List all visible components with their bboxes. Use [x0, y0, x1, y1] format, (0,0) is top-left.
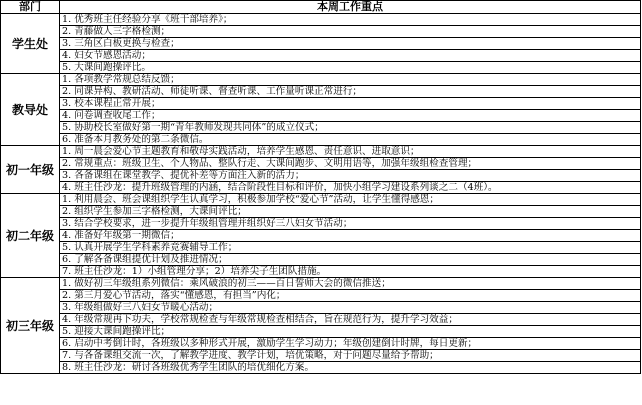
table-row	[1, 98, 641, 110]
table-row	[1, 194, 641, 206]
table-row	[1, 230, 641, 242]
table-row	[1, 74, 641, 86]
focus-item: 3. 三角区白板更换与检查；	[60, 38, 641, 50]
table-row	[1, 218, 641, 230]
table-row	[1, 122, 641, 134]
table-row	[1, 326, 641, 338]
focus-item: 1. 做好初三年级组系列微信：乘风破浪的初三——百日誓师大会的微信推送；	[60, 278, 641, 290]
table-row	[1, 26, 641, 38]
table-row	[1, 158, 641, 170]
focus-item: 4. 问卷调查收尾工作；	[60, 110, 641, 122]
table-row	[1, 170, 641, 182]
header-focus: 本周工作重点	[60, 1, 641, 14]
table-row	[1, 254, 641, 266]
table-row	[1, 86, 641, 98]
focus-item: 3. 年级组做好三八妇女节暖心活动；	[60, 302, 641, 314]
table-row	[1, 62, 641, 74]
table-row	[1, 290, 641, 302]
focus-item: 3. 各备课组在课堂教学、提优补差等方面注入新的活力；	[60, 170, 641, 182]
department-name: 学生处	[1, 14, 60, 74]
department-name: 教导处	[1, 74, 60, 146]
table-row	[1, 110, 641, 122]
focus-item: 5. 迎接大课间跑操评比；	[60, 326, 641, 338]
focus-item: 2. 同课异构、教研活动、师徒听课、督查听课、工作量听课正常进行；	[60, 86, 641, 98]
focus-item: 5. 协助校长室做好第一期“青年教师发现共同体”的成立仪式；	[60, 122, 641, 134]
table-row	[1, 302, 641, 314]
focus-item: 4. 班主任沙龙：提升班级管理的内涵，结合阶段性目标和评价，加快小组学习建设系列谈之二（4班）。	[60, 182, 641, 194]
focus-item: 5. 大课间跑操评比。	[60, 62, 641, 74]
focus-item: 7. 与各备课组交流一次，了解教学进度、教学计划，培优策略，对于问题尽量给予帮助；	[60, 350, 641, 362]
table-row	[1, 242, 641, 254]
header-row	[1, 1, 641, 14]
focus-item: 8. 班主任沙龙：研讨各班级优秀学生团队的培优细化方案。	[60, 362, 641, 374]
focus-item: 4. 妇女节感恩活动；	[60, 50, 641, 62]
table-row	[1, 362, 641, 374]
focus-item: 2. 第三月爱心节活动，落实“懂感恩，有担当”内化；	[60, 290, 641, 302]
focus-item: 3. 结合学校要求，进一步提升年级组管理并组织好三八妇女节活动；	[60, 218, 641, 230]
table-row	[1, 134, 641, 146]
focus-item: 2. 组织学生参加三字格检测，大课间评比；	[60, 206, 641, 218]
focus-item: 4. 年级常规再下功夫，学校常规检查与年级常规检查相结合，旨在规范行为，提升学习效益；	[60, 314, 641, 326]
table-row	[1, 266, 641, 278]
table-row	[1, 338, 641, 350]
focus-item: 1. 各项教学常规总结反馈；	[60, 74, 641, 86]
focus-item: 6. 启动中考倒计时，各班级以多种形式开展，激励学生学习动力；年级创建倒计时牌，每日更新；	[60, 338, 641, 350]
header-dept: 部门	[1, 1, 60, 14]
focus-item: 1. 利用晨会、班会课组织学生认真学习，积极参加学校“爱心节”活动，让学生懂得感恩；	[60, 194, 641, 206]
department-name: 初一年级	[1, 146, 60, 194]
focus-item: 2. 青藤做人三字格检测；	[60, 26, 641, 38]
focus-item: 7. 班主任沙龙：1）小组管理分享；2）培养尖子生团队措施。	[60, 266, 641, 278]
table-row	[1, 278, 641, 290]
focus-item: 1. 优秀班主任经验分享《班干部培养》；	[60, 14, 641, 26]
focus-item: 3. 校本课程正常开展；	[60, 98, 641, 110]
focus-item: 1. 周一晨会爱心节主题教育和敬母实践活动，培养学生感恩、责任意识、进取意识；	[60, 146, 641, 158]
department-name: 初二年级	[1, 194, 60, 278]
focus-item: 2. 常规重点：班级卫生、个人物品、整队行走、大课间跑步、文明用语等，加强年级组检查管理；	[60, 158, 641, 170]
focus-item: 4. 准备好年级第一期微信；	[60, 230, 641, 242]
focus-item: 6. 准备本月教务处的第二条微信。	[60, 134, 641, 146]
table-row	[1, 146, 641, 158]
table-row	[1, 50, 641, 62]
focus-item: 5. 认真开展学生学科素养竞赛辅导工作；	[60, 242, 641, 254]
table-row	[1, 14, 641, 26]
table-row	[1, 350, 641, 362]
table-row	[1, 206, 641, 218]
table-row	[1, 314, 641, 326]
table-row	[1, 38, 641, 50]
table-row	[1, 182, 641, 194]
focus-item: 6. 了解各备课组提优计划及推进情况；	[60, 254, 641, 266]
department-name: 初三年级	[1, 278, 60, 374]
